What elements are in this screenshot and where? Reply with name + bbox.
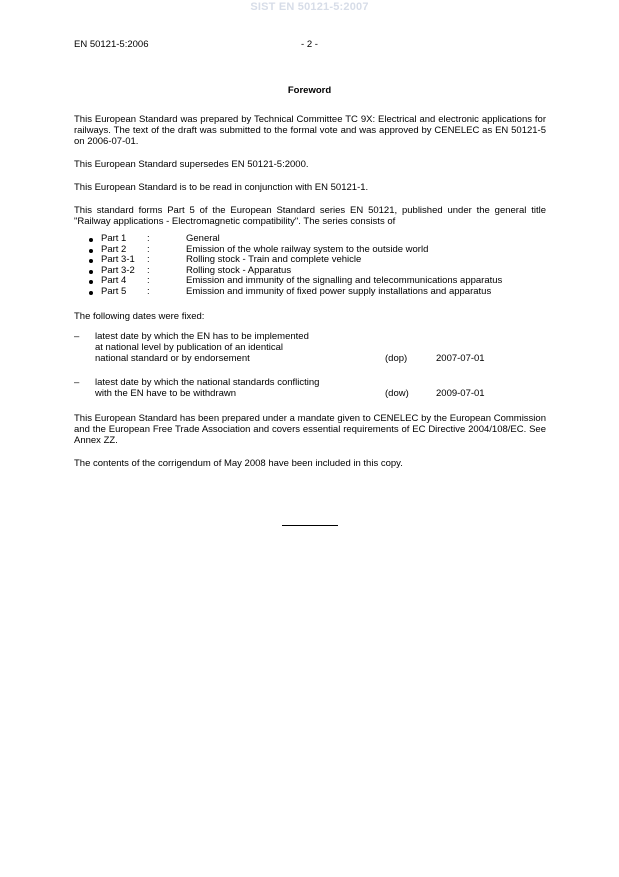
paragraph-mandate: This European Standard has been prepared under a mandate given to CENELEC by the European Commission and the European Free Trade Association and covers essential requirements of EC Directive 2004/108/EC. See Annex ZZ. bbox=[74, 413, 546, 446]
date-value: 2007-07-01 bbox=[436, 353, 485, 364]
part-description: Emission of the whole railway system to the outside world bbox=[186, 243, 429, 255]
paragraph-tc: This European Standard was prepared by Technical Committee TC 9X: Electrical and electronic applications for railways. The text of the draft was submitted to the formal vote and was approved by CENELEC as EN 50121-5 on 2006-07-01. bbox=[74, 114, 546, 147]
page-title: Foreword bbox=[287, 85, 332, 96]
date-abbreviation: (dow) bbox=[385, 388, 409, 399]
dash-marker: – bbox=[74, 377, 80, 388]
part-description: Emission and immunity of fixed power supply installations and apparatus bbox=[186, 285, 492, 297]
bullet-icon bbox=[74, 287, 101, 298]
date-abbreviation: (dop) bbox=[385, 353, 408, 364]
part-separator: : bbox=[147, 264, 150, 276]
end-rule bbox=[282, 525, 338, 526]
part-number: Part 1 bbox=[101, 233, 127, 244]
dates-intro: The following dates were fixed: bbox=[74, 311, 205, 322]
bullet-icon bbox=[74, 255, 101, 266]
part-number: Part 3-1 bbox=[101, 254, 135, 265]
date-description: latest date by which the national standards conflicting with the EN have to be withdrawn bbox=[95, 377, 320, 399]
date-description: latest date by which the EN has to be implemented at national level by publication of an identical national standard or by endorsement bbox=[95, 331, 309, 364]
bullet-icon bbox=[74, 266, 101, 277]
bullet-icon bbox=[74, 234, 101, 245]
part-separator: : bbox=[147, 285, 150, 297]
list-item bbox=[74, 377, 546, 399]
part-description: Rolling stock - Train and complete vehicle bbox=[186, 254, 362, 265]
paragraph-conjunction: This European Standard is to be read in conjunction with EN 50121-1. bbox=[74, 182, 369, 193]
bullet-icon bbox=[74, 245, 101, 256]
part-number: Part 2 bbox=[101, 243, 127, 255]
document-id: EN 50121-5:2006 bbox=[74, 39, 149, 50]
page-number: - 2 - bbox=[301, 39, 318, 50]
part-description: Rolling stock - Apparatus bbox=[186, 264, 292, 276]
part-description: General bbox=[186, 233, 220, 244]
part-separator: : bbox=[147, 254, 150, 265]
part-number: Part 3-2 bbox=[101, 264, 135, 276]
paragraph-series: This standard forms Part 5 of the European Standard series EN 50121, published under the general title "Railway applications - Electromagnetic compatibility". The series consists of bbox=[74, 205, 546, 227]
watermark: SIST EN 50121-5:2007 bbox=[250, 1, 369, 13]
part-number: Part 4 bbox=[101, 275, 127, 286]
dash-marker: – bbox=[74, 331, 80, 342]
list-item bbox=[74, 331, 546, 364]
part-separator: : bbox=[147, 243, 150, 255]
list-item bbox=[74, 276, 546, 287]
paragraph-corrigendum: The contents of the corrigendum of May 2008 have been included in this copy. bbox=[74, 458, 403, 469]
parts-list bbox=[74, 234, 546, 297]
list-item bbox=[74, 287, 546, 298]
part-separator: : bbox=[147, 233, 150, 244]
list-item bbox=[74, 234, 546, 245]
paragraph-supersedes: This European Standard supersedes EN 50121-5:2000. bbox=[74, 159, 309, 170]
list-item bbox=[74, 255, 546, 266]
part-separator: : bbox=[147, 275, 150, 286]
part-number: Part 5 bbox=[101, 285, 127, 297]
part-description: Emission and immunity of the signalling and telecommunications apparatus bbox=[186, 275, 503, 286]
date-value: 2009-07-01 bbox=[436, 388, 485, 399]
bullet-icon bbox=[74, 276, 101, 287]
dates-list bbox=[74, 331, 546, 399]
document-body bbox=[74, 114, 546, 469]
